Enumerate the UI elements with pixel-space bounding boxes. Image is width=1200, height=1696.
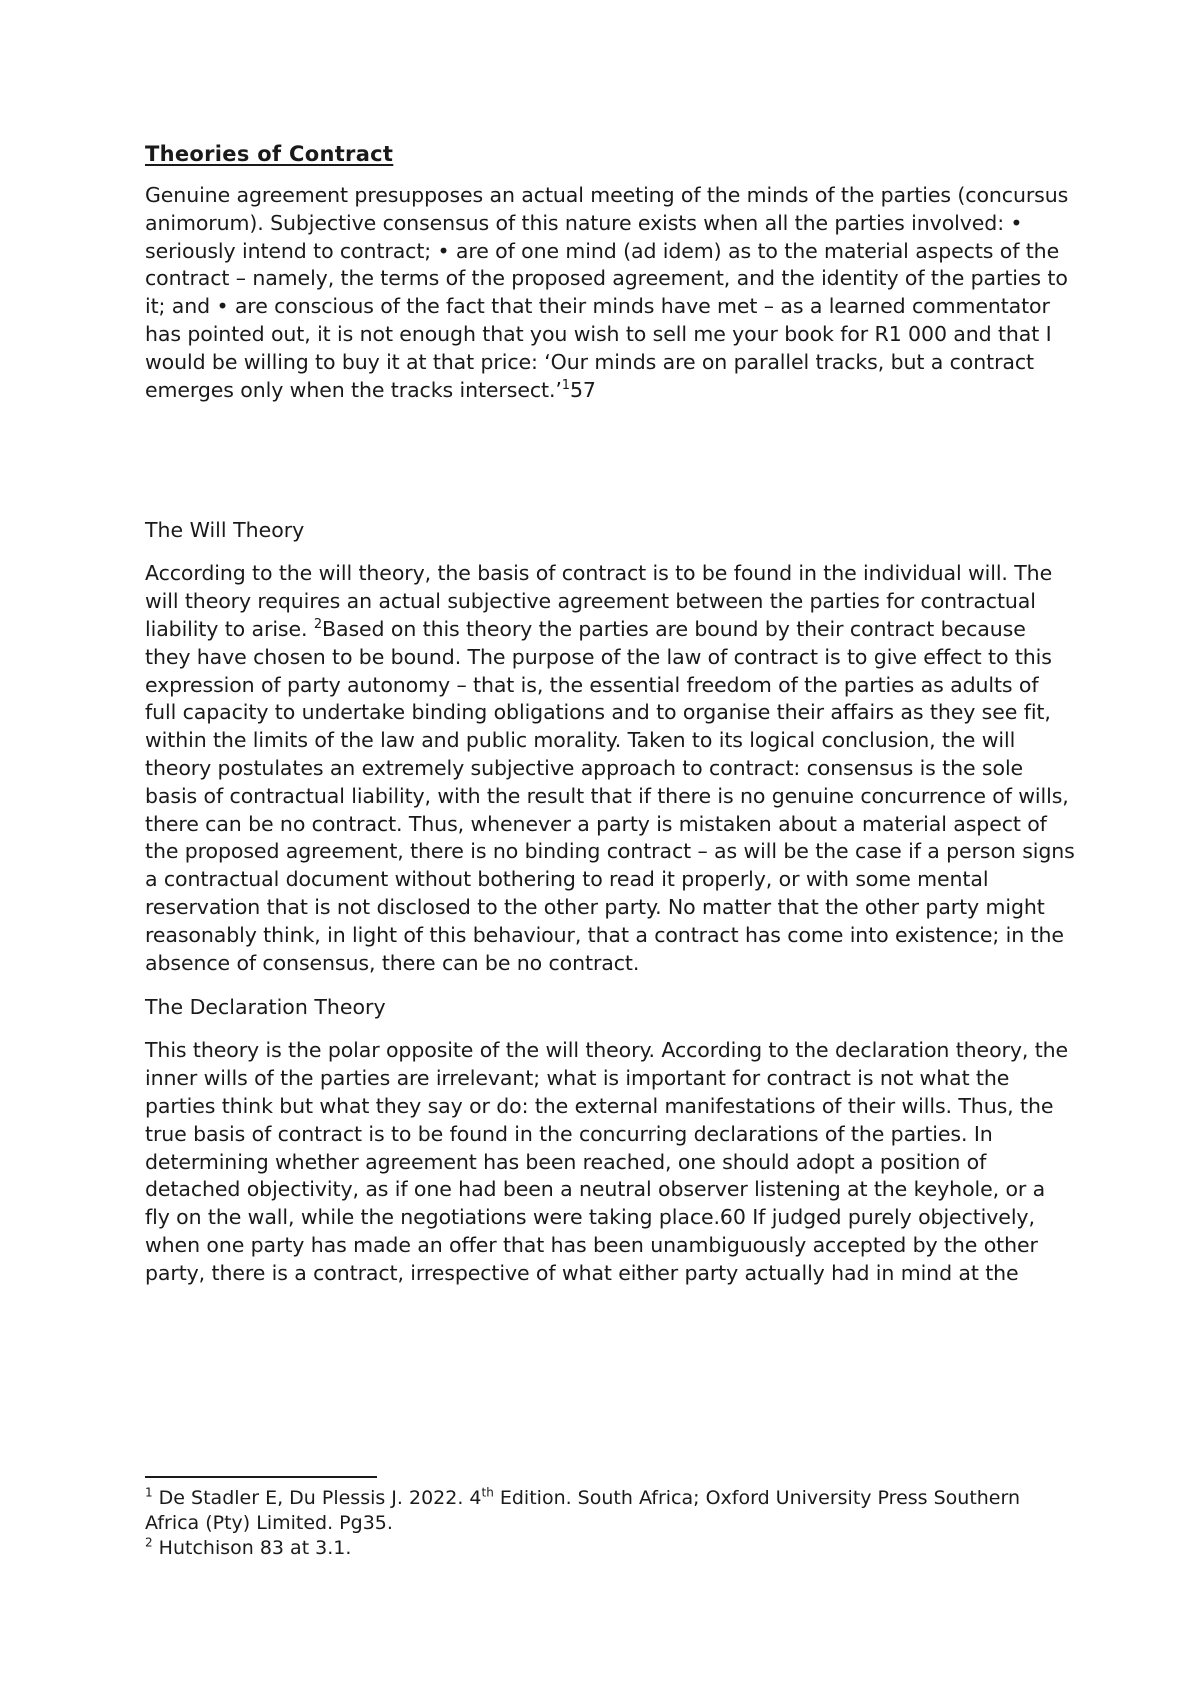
footnotes-section <box>145 1476 1075 1561</box>
footnote-1-ordinal-suffix: th <box>481 1485 494 1500</box>
intro-trailing-number: 57 <box>569 377 596 402</box>
footnote-number-1: 1 <box>145 1485 153 1500</box>
will-theory-heading: The Will Theory <box>145 518 305 543</box>
declaration-theory-paragraph: This theory is the polar opposite of the will theory. According to the declaration theory, the inner wills of the parties are irrelevant; what is important for contract is not what the parties think but what they say or do: the external manifestations of their wills. Thus, the true basis of contract is to be found in the concurring declarations of the parties. In determining whether agreement has been reached, one should adopt a position of detached objectivity, as if one had been a neutral observer listening at the keyhole, or a fly on the wall, while the negotiations were taking place.60 If judged purely objectively, when one party has made an offer that has been unambiguously accepted by the other party, there is a contract, irrespective of what either party actually had in mind at the <box>145 1038 1069 1285</box>
will-theory-text-before: According to the will theory, the basis of contract is to be found in the individual will. The will theory requires an actual subjective agreement between the parties for contractual liability to arise. <box>145 561 1053 641</box>
footnote-1 <box>145 1486 1075 1536</box>
will-theory-paragraph <box>145 560 1075 977</box>
spacer <box>145 977 1075 993</box>
document-title: Theories of Contract <box>145 142 394 166</box>
spacer <box>145 1021 1075 1037</box>
footnote-1-text-before: De Stadler E, Du Plessis J. 2022. 4 <box>152 1487 482 1509</box>
intro-paragraph <box>145 182 1075 404</box>
footnote-2 <box>145 1536 1075 1561</box>
spacer <box>145 544 1075 560</box>
footnote-ref-1[interactable]: 1 <box>561 377 570 393</box>
footnote-2-text: Hutchison 83 at 3.1. <box>152 1537 352 1559</box>
footnote-number-2: 2 <box>145 1535 153 1550</box>
declaration-theory-heading: The Declaration Theory <box>145 995 386 1020</box>
footnote-1-text-after: Edition. South Africa; Oxford University Press Southern Africa (Pty) Limited. Pg35. <box>145 1487 1021 1534</box>
footnote-ref-2[interactable]: 2 <box>313 617 323 633</box>
document-page <box>145 140 1075 1288</box>
spacer <box>145 404 1075 516</box>
footnote-separator <box>145 1476 377 1478</box>
will-theory-text-after: Based on this theory the parties are bound by their contract because they have chosen to be bound. The purpose of the law of contract is to give effect to this expression of party autonomy – that is, the essential freedom of the parties as adults of full capacity to undertake binding obligations and to organise their affairs as they see fit, within the limits of the law and public morality. Taken to its logical conclusion, the will theory postulates an extremely subjective approach to contract: consensus is the sole basis of contractual liability, with the result that if there is no genuine concurrence of wills, there can be no contract. Thus, whenever a party is mistaken about a material aspect of the proposed agreement, there is no binding contract – as will be the case if a person signs a contractual document without bothering to read it properly, or with some mental reservation that is not disclosed to the other party. No matter that the other party might reasonably think, in light of this behaviour, that a contract has come into existence; in the absence of consensus, there can be no contract. <box>145 616 1075 975</box>
intro-text: Genuine agreement presupposes an actual meeting of the minds of the parties (concursus animorum). Subjective consensus of this nature exists when all the parties involved: • seriously intend to contract; • are of one mind (ad idem) as to the material aspects of the contract – namely, the terms of the proposed agreement, and the identity of the parties to it; and • are conscious of the fact that their minds have met – as a learned commentator has pointed out, it is not enough that you wish to sell me your book for R1 000 and that I would be willing to buy it at that price: ‘Our minds are on parallel tracks, but a contract emerges only when the tracks intersect.’ <box>145 183 1069 402</box>
